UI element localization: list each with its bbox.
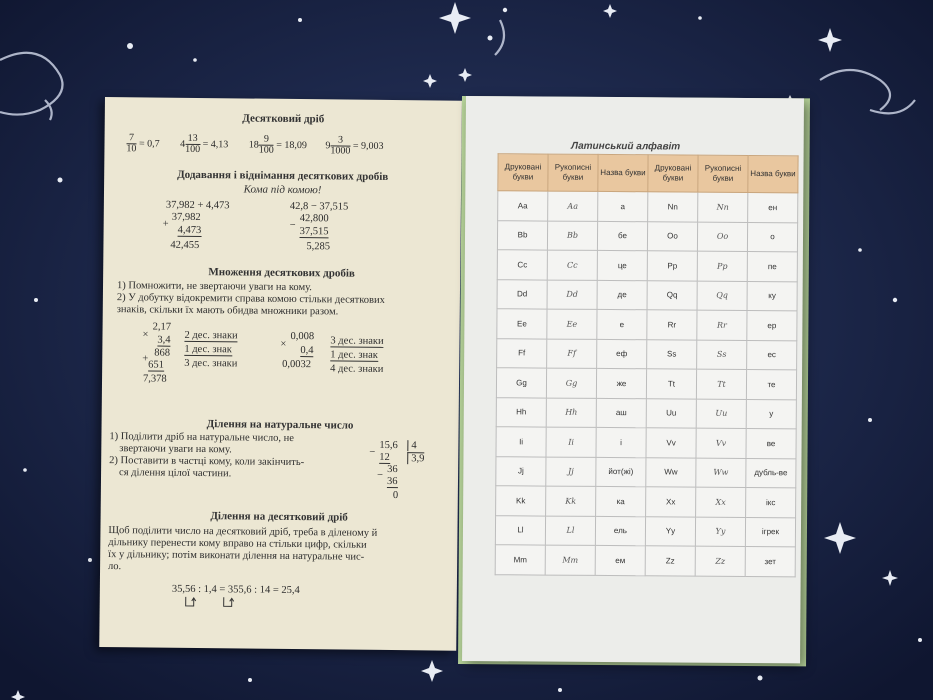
- table-row: [497, 338, 797, 370]
- letter-name-cell: ен: [748, 192, 798, 222]
- handwritten-letter-cell: Ee: [547, 309, 597, 339]
- m1-a: 2,17: [152, 321, 172, 333]
- printed-letter-cell: Ff: [497, 338, 547, 368]
- ld-dividend: 15,6: [379, 439, 398, 452]
- handwritten-letter-cell: Hh: [546, 398, 596, 428]
- div-nat-title: Ділення на натуральне число: [206, 418, 354, 432]
- handwritten-letter-cell: Gg: [546, 368, 596, 398]
- sub-operator: −: [289, 219, 296, 232]
- column-header: Друковані букви: [648, 155, 698, 192]
- fraction-result: = 18,09: [276, 139, 307, 151]
- column-header: Рукописні букви: [698, 155, 748, 192]
- letter-name-cell: а: [598, 191, 648, 221]
- handwritten-letter-cell: Qq: [697, 281, 747, 311]
- handwritten-letter-cell: Ww: [696, 458, 746, 488]
- fraction-num: 3: [330, 135, 350, 146]
- table-row: [496, 427, 796, 459]
- alphabet-title: Латинський алфавіт: [571, 140, 681, 153]
- table-row: [496, 368, 796, 400]
- div-nat-rule-1b: звертаючи уваги на кому.: [119, 443, 232, 456]
- printed-letter-cell: Qq: [647, 280, 697, 310]
- table-row: [496, 397, 796, 429]
- letter-name-cell: ель: [595, 516, 645, 546]
- m1-p2: 651: [148, 359, 165, 371]
- letter-name-cell: ку: [747, 281, 797, 311]
- ld-remainder-1: 36: [387, 463, 398, 476]
- table-row: [497, 279, 797, 311]
- printed-letter-cell: Tt: [646, 369, 696, 399]
- m1-note-2: 1 дес. знак: [184, 343, 232, 356]
- printed-letter-cell: Dd: [497, 279, 547, 309]
- fraction-num: 7: [127, 133, 137, 144]
- letter-name-cell: зет: [745, 546, 795, 576]
- decimal-title: Десятковий дріб: [242, 112, 325, 126]
- handwritten-letter-cell: Rr: [697, 310, 747, 340]
- printed-letter-cell: Bb: [497, 220, 547, 250]
- letter-name-cell: о: [747, 222, 797, 252]
- letter-name-cell: це: [597, 250, 647, 280]
- printed-letter-cell: Yy: [645, 516, 695, 546]
- handwritten-letter-cell: Vv: [696, 428, 746, 458]
- fraction-whole: 4: [180, 138, 186, 150]
- add-operand-b: 4,473: [177, 224, 202, 237]
- table-row: [496, 486, 796, 518]
- letter-name-cell: аш: [596, 398, 646, 428]
- printed-letter-cell: Xx: [646, 487, 696, 517]
- add-expression: 37,982 + 4,473: [165, 199, 230, 212]
- m1-result: 7,378: [142, 373, 167, 385]
- ld-minus-2: −: [376, 469, 384, 481]
- fraction-result: = 0,7: [138, 138, 160, 150]
- fraction-result: = 9,003: [352, 140, 384, 152]
- m1-b: 3,4: [157, 334, 171, 346]
- table-header-row: [498, 154, 798, 193]
- add-result: 42,455: [170, 239, 200, 251]
- letter-name-cell: дубль-ве: [746, 458, 796, 488]
- printed-letter-cell: Ll: [495, 515, 545, 545]
- letter-name-cell: те: [746, 369, 796, 399]
- fraction-den: 10: [126, 143, 137, 155]
- column-header: Назва букви: [598, 154, 648, 191]
- column-header: Рукописні букви: [548, 154, 598, 191]
- handwritten-letter-cell: Mm: [545, 545, 595, 575]
- printed-letter-cell: Oo: [647, 221, 697, 251]
- handwritten-letter-cell: Nn: [698, 192, 748, 222]
- letter-name-cell: ер: [747, 310, 797, 340]
- div-nat-rule-2a: 2) Поставити в частці кому, коли закінчить-: [109, 455, 305, 469]
- printed-letter-cell: Jj: [496, 456, 546, 486]
- sub-operand-a: 42,800: [299, 213, 329, 225]
- div-dec-line-2: дільнику перенести кому вправо на стільки цифр, скільки: [108, 537, 367, 551]
- table-row: [495, 515, 795, 547]
- letter-name-cell: е: [597, 309, 647, 339]
- printed-letter-cell: Ee: [497, 309, 547, 339]
- printed-letter-cell: Gg: [496, 368, 546, 398]
- m2-result: 0,0032: [282, 358, 312, 371]
- handwritten-letter-cell: Cc: [547, 250, 597, 280]
- printed-letter-cell: Ii: [496, 427, 546, 457]
- handwritten-letter-cell: Kk: [546, 486, 596, 516]
- table-row: [497, 309, 797, 341]
- add-sub-title: Додавання і віднімання десяткових дробів: [177, 168, 389, 183]
- printed-letter-cell: Hh: [496, 397, 546, 427]
- printed-letter-cell: Nn: [648, 192, 698, 222]
- ld-sub-1: 12: [379, 451, 390, 464]
- fraction-num: 9: [259, 135, 274, 146]
- table-row: [496, 456, 796, 488]
- letter-name-cell: йот(жі): [596, 457, 646, 487]
- column-header: Назва букви: [748, 155, 798, 192]
- letter-name-cell: у: [746, 399, 796, 429]
- fraction-result: = 4,13: [202, 138, 229, 151]
- m2-note-1: 3 дес. знаки: [330, 335, 384, 347]
- div-dec-line-3: їх у дільнику; потім виконати ділення на натуральне чис-: [108, 549, 365, 563]
- add-operand-a: 37,982: [171, 211, 201, 224]
- letter-name-cell: ка: [596, 486, 646, 516]
- add-operator: +: [162, 218, 169, 230]
- div-dec-line-4: ло.: [108, 561, 122, 573]
- comma-shift-arrows: [184, 596, 244, 611]
- handwritten-letter-cell: Dd: [547, 280, 597, 310]
- m2-b: 0,4: [300, 345, 314, 357]
- add-sub-subtitle: Кома під комою!: [243, 183, 322, 197]
- printed-letter-cell: Zz: [645, 546, 695, 576]
- letter-name-cell: і: [596, 427, 646, 457]
- letter-name-cell: ігрек: [745, 517, 795, 547]
- printed-letter-cell: Aa: [498, 191, 548, 221]
- fraction-den: 1000: [330, 145, 351, 157]
- handwritten-letter-cell: Zz: [695, 546, 745, 576]
- fraction-num: 13: [185, 134, 200, 145]
- letter-name-cell: бе: [597, 221, 647, 251]
- printed-letter-cell: Uu: [646, 398, 696, 428]
- printed-letter-cell: Pp: [647, 251, 697, 281]
- ld-quotient: 3,9: [407, 452, 424, 464]
- handwritten-letter-cell: Xx: [696, 487, 746, 517]
- fraction-whole: 18: [248, 139, 259, 151]
- m1-note-3: 3 дес. знаки: [184, 357, 238, 370]
- fraction-4: [325, 134, 384, 157]
- right-page: [462, 96, 804, 663]
- letter-name-cell: еф: [597, 339, 647, 369]
- letter-name-cell: ве: [746, 428, 796, 458]
- fraction-den: 100: [258, 144, 274, 156]
- m2-note-2: 1 дес. знак: [330, 349, 378, 361]
- handwritten-letter-cell: Ii: [546, 427, 596, 457]
- printed-letter-cell: Cc: [497, 250, 547, 280]
- m1-note-1: 2 дес. знаки: [184, 329, 238, 342]
- letter-name-cell: пе: [747, 251, 797, 281]
- printed-letter-cell: Mm: [495, 545, 545, 575]
- div-nat-rule-2b: ся ділення цілої частини.: [119, 467, 232, 480]
- mult-rule-2b: знаків, скільки їх мають обидва множники разом.: [116, 304, 339, 318]
- div-nat-rule-1a: 1) Поділити дріб на натуральне число, не: [109, 431, 294, 444]
- letter-name-cell: де: [597, 280, 647, 310]
- fraction-den: 100: [185, 143, 201, 155]
- mult-rule-1: 1) Помножити, не звертаючи уваги на кому.: [116, 280, 313, 294]
- fraction-1: [126, 132, 162, 155]
- handwritten-letter-cell: Yy: [695, 517, 745, 547]
- m1-plus: +: [142, 353, 149, 365]
- handwritten-letter-cell: Oo: [697, 222, 747, 252]
- sub-expression: 42,8 − 37,515: [289, 200, 349, 213]
- printed-letter-cell: Rr: [647, 310, 697, 340]
- table-row: [498, 191, 798, 223]
- ld-minus: −: [369, 446, 376, 458]
- fraction-whole: 9: [325, 140, 331, 152]
- div-dec-line-1: Щоб поділити число на десятковий дріб, треба в діленому й: [108, 525, 378, 539]
- column-header: Друковані букви: [498, 154, 548, 191]
- handwritten-letter-cell: Bb: [547, 221, 597, 251]
- fraction-examples: [126, 133, 456, 157]
- printed-letter-cell: Kk: [496, 486, 546, 516]
- table-row: [497, 250, 797, 282]
- letter-name-cell: ікс: [746, 487, 796, 517]
- handwritten-letter-cell: Pp: [697, 251, 747, 281]
- handwritten-letter-cell: Jj: [546, 457, 596, 487]
- ld-divisor: 4: [407, 440, 416, 451]
- m1-p1: 868: [154, 347, 171, 359]
- fraction-2: [180, 132, 231, 155]
- letter-name-cell: ес: [747, 340, 797, 370]
- div-dec-title: Ділення на десятковий дріб: [210, 510, 348, 524]
- mult-title: Множення десяткових дробів: [208, 266, 355, 280]
- letter-name-cell: же: [596, 368, 646, 398]
- letter-name-cell: ем: [595, 545, 645, 575]
- m1-op: ×: [142, 329, 149, 341]
- m2-a: 0,008: [290, 330, 315, 343]
- handwritten-letter-cell: Ll: [545, 516, 595, 546]
- printed-letter-cell: Ww: [646, 457, 696, 487]
- div-dec-example: 35,56 : 1,4 = 355,6 : 14 = 25,4: [171, 583, 300, 597]
- sub-result: 5,285: [306, 241, 331, 253]
- fraction-3: [248, 133, 310, 156]
- printed-letter-cell: Vv: [646, 428, 696, 458]
- table-row: [497, 220, 797, 252]
- left-page: [99, 97, 462, 651]
- printed-letter-cell: Ss: [647, 339, 697, 369]
- handwritten-letter-cell: Aa: [548, 191, 598, 221]
- handwritten-letter-cell: Ss: [697, 340, 747, 370]
- sub-operand-b: 37,515: [299, 226, 329, 238]
- ld-sub-2: 36: [386, 475, 398, 488]
- m2-note-3: 4 дес. знаки: [330, 363, 384, 375]
- table-row: [495, 545, 795, 577]
- handwritten-letter-cell: Tt: [696, 369, 746, 399]
- m2-op: ×: [280, 338, 287, 350]
- handwritten-letter-cell: Ff: [547, 339, 597, 369]
- ld-remainder-2: 0: [392, 490, 399, 502]
- table-body: [495, 191, 798, 577]
- latin-alphabet-table: [495, 153, 799, 577]
- handwritten-letter-cell: Uu: [696, 399, 746, 429]
- mult-rule-2a: 2) У добутку відокремити справа комою стільки десяткових: [116, 292, 385, 306]
